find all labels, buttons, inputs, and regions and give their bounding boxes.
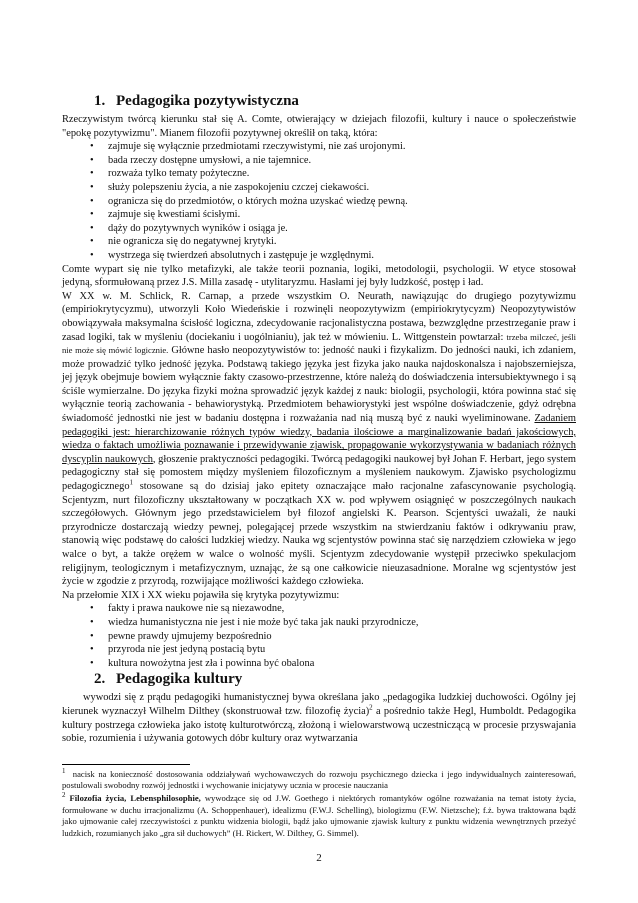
list-item: • wiedza humanistyczna nie jest i nie może być taka jak nauki przyrodnicze, <box>62 616 576 630</box>
section-title: Pedagogika kultury <box>116 671 243 688</box>
list-item: • bada rzeczy dostępne umysłowi, a nie tajemnice. <box>62 154 576 168</box>
page-number: 2 <box>316 852 322 864</box>
text-run: stosowane są do dzisiaj jako epitety oznaczające mało racjonalne zafascynowanie psychologią. Scjentyzm, nurt filozoficzny ukształtowany w początkach XX w. pod wpływem osiągnięć w poszczególnych naukach szczegółowych. Głównym jego przedstawicielem był filozof angielski K. Pearson. Scjentyści uważali, że nauki przyrodnicze dostarczają wiedzy pewnej, polegającej przede wszystkim na stwierdzaniu faktów i odkrywaniu praw, stanowią więc podstawę do całości ludzkiej wiedzy. Nauka wg scjentystów powinna stać się narzędziem człowieka w jego walce o byt, a także orężem w walce o wolność myśli. Scjentyzm zdecydowanie występił przeciwko spekulacjom religijnym, teologicznym i metafizycznym, uznając, że są one całkowicie nieuzasadnione. Moralne wg scjentystów jest życie w zgodzie z przyrodą, rozwijające możliwości każdego człowieka. <box>62 481 576 588</box>
list-item: • zajmuje się wyłącznie przedmiotami rzeczywistymi, nie zaś urojonymi. <box>62 140 576 154</box>
footnote-term: Filozofia życia, Lebensphilosophie, <box>69 792 201 803</box>
footnote-number: 2 <box>62 791 66 800</box>
list-item: • nie ogranicza się do negatywnej krytyki. <box>62 235 576 249</box>
section-number: 2. <box>94 671 106 688</box>
critique-intro: Na przełomie XIX i XX wieku pojawiła się krytyka pozytywizmu: <box>62 589 340 601</box>
list-item: • fakty i prawa naukowe nie są niezawodne, <box>62 602 576 616</box>
footnote-text: wywodzące się od J.W. Goethego i niektórych romantyków ogólne rozważania na temat istoty życia, formułowane w duchu irracjonalizmu (A. Schoppenhauer), idealizmu (F.W.J. Schelling), biologizmu (F.W. Nietzsche); f.ż. bywa traktowana bądź jako ujmowanie całej rzeczywistości z punktu widzenia biologii, bądź jako ujmowanie zjawisk kultury z punktu widzenia wewnętrznych przeżyć ludzkich, rozumianych jako „gra sił duchowych” (H. Rickert, W. Dilthey, G. Simmel). <box>62 792 576 838</box>
list-item: • przyroda nie jest jedyną postacią bytu <box>62 643 576 657</box>
text-run: wywodzi się z prądu pedagogiki humanistycznej bywa określana jako „pedagogika ludzkiej duchowości. Ogólny jej kierunek wyznaczył Wilhelm Dilthey (skonstruował tzw. filozofię życia) <box>62 692 576 717</box>
text-run: Główne hasło neopozytywistów to: jedność nauki i fizykalizm. Do jedności nauki, ich zdaniem, może prowadzić tylko jedność języka. Podstawą takiego języka jest fizyka jako nauka najdoskonalsza i najobszerniejsza, jej język obejmuje bowiem wyłącznie fakty czasowo-przestrzenne, które należą do doświadczenia intersubiektywnego i są ściśle wymierzalne. Do języka fizyki można sprowadzić język każdej z nauk: biologii, psychologii, która powinna stać się wyłącznie teorią zachowania - behawiorystyką. Przedmiotem behawiorystyki jest wspólne doświadczenie, gdyż odrębna świadomość jednostki nie jest w badaniu dostępna i rozważania nad nią muszą być z nauki wyeliminowane. <box>62 345 576 425</box>
section-number: 1. <box>94 93 106 109</box>
comte-paragraph: Comte wypart się nie tylko metafizyki, ale także teorii poznania, logiki, metodologii, psychologii. W etyce stosował jedyną, sformułowaną przez J.S. Milla zasadę - utylitaryzmu. Hasłami jej były ludzkość, postęp i ład. <box>62 263 576 289</box>
document-page <box>62 92 576 840</box>
intro-paragraph: Rzeczywistym twórcą kierunku stał się A. Comte, otwierający w dziejach filozofii, kultury i nauce o społeczeństwie "epokę pozytywizmu". Mianem filozofii pozytywnej określił on taką, która: <box>62 114 576 139</box>
section-heading-1 <box>94 92 576 110</box>
footnote-divider <box>62 764 190 765</box>
footnote-ref-2[interactable]: 2 <box>369 703 373 712</box>
list-item: • dąży do pozytywnych wyników i osiąga je. <box>62 222 576 236</box>
critique-list <box>62 602 576 670</box>
text-run: a pośrednio także Hegl, Humboldt. Pedagogika kultury postrzega człowieka jako istotę kulturotwórczą, złożoną i wielowarstwową uczestniczącą w procesie przyswajania sobie, rozumienia i używania gotowych dóbr kultury oraz wytwarzania <box>62 705 576 745</box>
footnote-number: 1 <box>62 766 66 775</box>
list-item: • wystrzega się twierdzeń absolutnych i zastępuje je względnymi. <box>62 249 576 263</box>
text-run: W XX w. M. Schlick, R. Carnap, a przede wszystkim O. Neurath, nawiązując do drugiego pozytywizmu (empiriokrytycyzmu), utworzyli Koło Wiedeńskie i rozwinęli neopozytywizm (empiriokrytycyzm) Neopozytywistów obowiązywała maksymalna ścisłość logiczna, zdecydowanie racjonalistyczna postawa, bezwzględne przestrzeganie praw i zasad logiki, tak w myśleniu (dociekaniu i uogólnianiu), jak też w mówieniu. L. Wittgenstein powtarzał: <box>62 290 576 343</box>
neopositivism-paragraph <box>62 290 576 589</box>
footnote-text: nacisk na konieczność dostosowania oddziaływań wychowawczych do rozwoju psychicznego dziecka i jego indywidualnych zainteresowań, postulowali swobodny rozwój jednostki i wychowanie inicjatywy ucznia w procesie nauczania <box>62 768 577 791</box>
positivism-list <box>62 140 576 262</box>
section-title: Pedagogika pozytywistyczna <box>116 93 299 109</box>
text-run: , głoszenie praktyczności pedagogiki. Twórcą pedagogiki naukowej był Johan F. Herbart, jego system pedagogiczny stał się pomostem między myśleniem filozoficznym a myśleniem naukowym. Zjawisko psychologizmu pedagogicznego <box>62 453 576 493</box>
footnote-ref-1[interactable]: 1 <box>129 478 134 487</box>
wittgenstein-quote: trzeba milczeć, jeśli nie może się mówić logicznie. <box>62 331 576 356</box>
list-item: • służy polepszeniu życia, a nie zaspokojeniu czczej ciekawości. <box>62 181 576 195</box>
underlined-passage: Zadaniem pedagogiki jest: hierarchizowanie różnych typów wiedzy, badania ilościowe a marginalizowanie badań jakościowych, wiedza o faktach umożliwia poznawanie i przewidywanie zjawisk, propagowanie wykorzystywania w badaniach różnych dyscyplin naukowych <box>62 413 576 465</box>
list-item: • kultura nowożytna jest zła i powinna być obalona <box>62 657 576 671</box>
list-item: • ogranicza się do przedmiotów, o których można uzyskać wiedzę pewną. <box>62 195 576 209</box>
section-heading-2 <box>94 670 576 688</box>
footnote-1 <box>62 766 577 792</box>
footnote-2 <box>62 793 576 839</box>
culture-paragraph <box>62 691 576 745</box>
list-item: • pewne prawdy ujmujemy bezpośrednio <box>62 630 576 644</box>
list-item: • zajmuje się kwestiami ścisłymi. <box>62 208 576 222</box>
list-item: • rozważa tylko tematy pożyteczne. <box>62 167 576 181</box>
